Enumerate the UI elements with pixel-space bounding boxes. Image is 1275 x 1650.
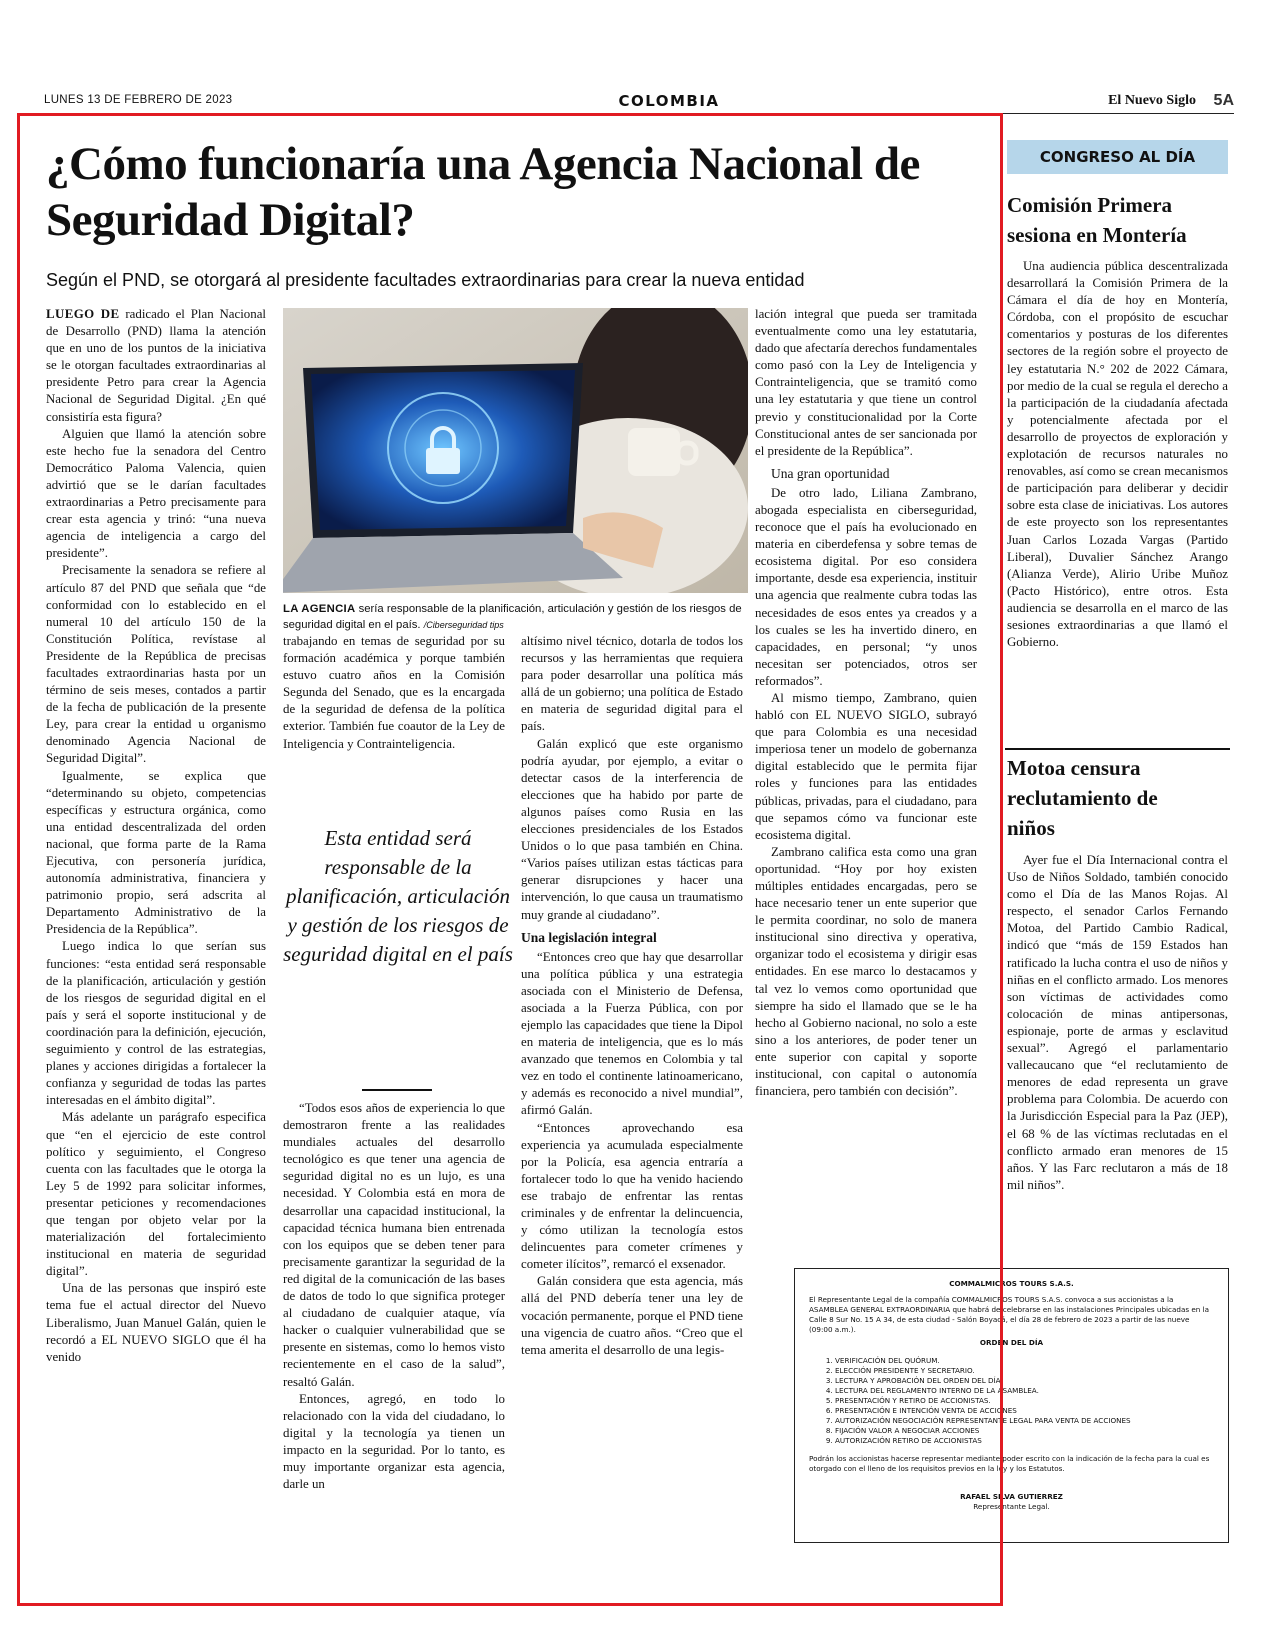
- list-item: 1. VERIFICACIÓN DEL QUÓRUM.: [835, 1356, 1214, 1366]
- notice-signer-role: Representante Legal.: [973, 1502, 1050, 1511]
- paragraph: “Entonces creo que hay que desarrollar una política pública y una estrategia asociada con el Ministerio de Defensa, asociada a la Fuerza Pública, con por ejemplo las capacidades que tiene la Dipol en materia de inteligencia, que es lo más avanzado que tenemos en Colombia y tal vez en todo el continente latinoamericano, y además es reconocido a nivel mundial”, afirmó Galán.: [521, 949, 743, 1118]
- notice-company: COMMALMICROS TOURS S.A.S.: [949, 1279, 1074, 1288]
- sidebar-story2-body: [1007, 852, 1228, 1194]
- notice-note: Podrán los accionistas hacerse representar mediante poder escrito con la indicación de la fecha para la cual es otorgado con el lleno de los requisitos previos en la ley y los Estatutos.: [809, 1454, 1210, 1473]
- paragraph: Más adelante un parágrafo especifica que “en el ejercicio de este control político y seguimiento, el Congreso cuenta con las facultades que le otorga la Ley 5 de 1992 para solicitar informes, presentar peticiones y recomendaciones que tengan por objeto velar por la materialización del fortalecimiento institucional en materia de seguridad digital”.: [46, 1110, 266, 1279]
- congreso-badge: CONGRESO AL DÍA: [1007, 140, 1228, 174]
- paragraph: Zambrano califica esta como una gran oportunidad. “Hoy por hoy existen múltiples entidades encargadas, pero se hace necesario tener un ente superior que le permita coordinar, no solo de manera institucional sino directiva y operativa, organizar todo el ecosistema y dirigir esas entidades. En ese marco lo destacamos y tal vez lo vemos como oportunidad que siempre ha sido el llamado que se le ha hecho al Gobierno nacional, no solo a este sino a los anteriores, de poder tener un ente superior con capital y soporte institucional, con capital o autonomía financiera, pero también con decisión”.: [755, 844, 977, 1099]
- notice-signer: RAFAEL SILVA GUTIERREZ: [960, 1492, 1063, 1501]
- article-column-2b: [283, 1100, 505, 1493]
- paragraph: Una audiencia pública descentralizada desarrollará la Comisión Primera de la Cámara el día de hoy en Montería, Córdoba, con el propósito de escuchar comentarios y posturas de los diferentes sectores de la región sobre el proyecto de ley estatutaria N.° 202 de 2022 Cámara, por medio de la cual se regula el derecho a la participación de la ciudadanía afectada y potencialmente afectada por el desarrollo de proyectos de exploración y explotación de recursos naturales no renovables, así como se crean mecanismos de participación para deliberar y decidir sobre esta clase de iniciativas. Los autores de este proyecto son los representantes Juan Carlos Lozada Vargas (Partido Liberal), Duvalier Sánchez Arango (Alianza Verde), Alirio Uribe Muñoz (Pacto Histórico), entre otros. Esta audiencia se desarrolla en el marco de las sesiones extraordinarias a que llamó el Gobierno.: [1007, 259, 1228, 650]
- legal-notice: [794, 1268, 1229, 1543]
- paragraph: Entonces, agregó, en todo lo relacionado con la vida del ciudadano, lo digital y la tecnología ya tienen un impacto en la seguridad. Por lo tanto, es muy importante organizar esta agencia, darle un: [283, 1391, 505, 1492]
- issue-date: LUNES 13 DE FEBRERO DE 2023: [44, 94, 233, 106]
- sidebar-story1-body: [1007, 258, 1228, 651]
- paragraph: Luego indica lo que serían sus funciones: “esta entidad será responsable de la planificación, articulación y gestión de los riesgos de seguridad digital en el país y será el soporte institucional y de coordinación para la definición, ejecución, seguimiento y control de las estrategias, planes y acciones dirigidas a fortalecer la confianza y seguridad de todas las partes interesadas en el ámbito digital”.: [46, 939, 266, 1108]
- notice-intro: El Representante Legal de la compañía COMMALMICROS TOURS S.A.S. convoca a sus accionistas a la ASAMBLEA GENERAL EXTRAORDINARIA que habrá de celebrarse en las instalaciones Principales ubicadas en la Calle 8 Sur No. 15 A 34, de esta ciudad - Salón Boyacá, el día 28 de febrero de 2023 a partir de las nueve (09:00 a.m.).: [809, 1295, 1210, 1334]
- paragraph: De otro lado, Liliana Zambrano, abogada especialista en ciberseguridad, reconoce que el país ha evolucionado en materia en ciberdefensa y sobre temas de ecosistema digital. Por eso considera importante, desde esa experiencia, instituir una agencia que realmente cubra todas las necesidades de esos entes ya creados y a los cuales se les ha invertido dinero, en capacidades, en personal; “y unos necesitan ser potenciados, otros ser reformados”.: [755, 485, 977, 688]
- sidebar-story2-title: Motoa censura reclutamiento de niños: [1007, 756, 1158, 840]
- article-headline: ¿Cómo funcionaría una Agencia Nacional de Seguridad Digital?: [46, 138, 920, 246]
- list-item: 5. PRESENTACIÓN Y RETIRO DE ACCIONISTAS.: [835, 1396, 1214, 1406]
- paragraph: Precisamente la senadora se refiere al artículo 87 del PND que señala que “de conformidad con lo establecido en el numeral 10 del artículo 150 de la Constitución Política, revístase al Presidente de la República de precisas facultades extraordinarias hasta por un término de seis meses, contados a partir de la fecha de publicación de la presente Ley, para crear la entidad u organismo denominado Agencia Nacional de Seguridad Digital”.: [46, 563, 266, 766]
- list-item: 9. AUTORIZACIÓN RETIRO DE ACCIONISTAS: [835, 1436, 1214, 1446]
- paragraph: Una de las personas que inspiró este tema fue el actual director del Nuevo Liberalismo, Juan Manuel Galán, quien le recordó a EL NUEVO SIGLO que él ha venido: [46, 1281, 266, 1364]
- list-item: 8. FIJACIÓN VALOR A NEGOCIAR ACCIONES: [835, 1426, 1214, 1436]
- paragraph: Ayer fue el Día Internacional contra el Uso de Niños Soldado, también conocido como el Día de las Manos Rojas. Al respecto, el senador Carlos Fernando Motoa, del Partido Cambio Radical, indicó que “más de 159 Estados han ratificado la lucha contra el uso de niños y niñas en el conflicto armado. Los menores son víctimas de actividades como colocación de minas antipersonas, espionaje, porte de armas y esclavitud sexual”. Agregó el parlamentario vallecaucano que “el reclutamiento de menores de edad representa un grave problema para Colombia. De acuerdo con la Jurisdicción Especial para la Paz (JEP), el 68 % de las víctimas reclutadas en el conflicto armado eran menores de 15 años. Y las Farc reclutaron a más de 18 mil niños”.: [1007, 853, 1228, 1192]
- caption-lead: LA AGENCIA: [283, 603, 356, 615]
- notice-agenda-list: [835, 1356, 1214, 1446]
- article-photo: [283, 308, 748, 593]
- photo-credit: /Ciberseguridad tips: [423, 620, 504, 630]
- list-item: 4. LECTURA DEL REGLAMENTO INTERNO DE LA ASAMBLEA.: [835, 1386, 1214, 1396]
- list-item: 6. PRESENTACIÓN E INTENCIÓN VENTA DE ACCIONES: [835, 1406, 1214, 1416]
- paragraph: LUEGO DE radicado el Plan Nacional de Desarrollo (PND) llama la atención que en uno de los puntos de la iniciativa se le otorgan facultades extraordinarias al presidente Petro para crear la Agencia Nacional de Seguridad Digital. ¿En qué consistiría esta figura?: [46, 307, 267, 424]
- photo-caption: LA AGENCIA sería responsable de la planificación, articulación y gestión de los riesgos de seguridad digital en el país. /Ciberseguridad tips: [283, 603, 742, 631]
- sidebar-rule: [1005, 748, 1230, 750]
- masthead-rule: [44, 113, 1234, 114]
- article-subheadline: Según el PND, se otorgará al presidente facultades extraordinarias para crear la nueva entidad: [46, 270, 805, 290]
- notice-agenda-title: ORDEN DEL DÍA: [979, 1338, 1044, 1347]
- paragraph: “Todos esos años de experiencia lo que demostraron frente a las realidades mundiales actuales del desarrollo tecnológico es que tener una agencia de seguridad digital no es un lujo, es una necesidad. Y Colombia está en mora de desarrollar una capacidad institucional, la capacidad técnica humana bien entrenada con los equipos que se deben tener para precisamente garantizar la seguridad de la red digital de la comunicación de las bases de datos de todo lo que significa proteger al ciudadano de cualquier ataque, vía hacker o cualquier vulnerabilidad que se presente en sistemas, como lo hemos visto recientemente en el caso de la salud”, resaltó Galán.: [283, 1101, 505, 1389]
- paragraph: trabajando en temas de seguridad por su formación académica y porque también estuvo cuatro años en la Comisión Segunda del Senado, que es la encargada de la seguridad de defensa de la política exterior. También fue coautor de la Ley de Inteligencia y Contrainteligencia.: [283, 634, 505, 751]
- lead-words: LUEGO DE: [46, 307, 120, 321]
- pull-quote-rule: [362, 1089, 432, 1091]
- paragraph: lación integral que pueda ser tramitada eventualmente como una ley estatutaria, dado que afectaría derechos fundamentales como pasó con la Ley de Inteligencia y Contrainteligencia, que se tramitó como una ley estatutaria y que tiene un control previo y constitucionalidad por la Corte Constitucional antes de ser sancionada por el presidente de la República”.: [755, 307, 977, 458]
- paragraph: Galán considera que esta agencia, más allá del PND debería tener una ley de vocación permanente, porque el PND tiene una vigencia de cuatro años. “Creo que el tema amerita el desarrollo de una legis-: [521, 1274, 743, 1357]
- paragraph: Igualmente, se explica que “determinando su objeto, competencias específicas y estructura orgánica, como una entidad descentralizada del orden nacional, que forma parte de la Rama Ejecutiva, con personería jurídica, autonomía administrativa, financiera y patrimonio propio, será adscrita al Departamento Administrativo de la Presidencia de la República”.: [46, 768, 266, 937]
- list-item: 3. LECTURA Y APROBACIÓN DEL ORDEN DEL DÍA.: [835, 1376, 1214, 1386]
- paragraph: Alguien que llamó la atención sobre este hecho fue la senadora del Centro Democrático Paloma Valencia, quien advirtió que se le darían facultades extraordinarias a Petro precisamente para crear esta agencia y trinó: “una nueva agencia de inteligencia a cargo del presidente”.: [46, 426, 266, 561]
- paragraph: Al mismo tiempo, Zambrano, quien habló con EL NUEVO SIGLO, subrayó que para Colombia es una necesidad imperiosa tener un modelo de gobernanza digital establecido que le permita fijar roles y funciones para las entidades públicas, privadas, para el ciudadano, para que sepamos cómo va funcionar este ecosistema digital.: [755, 690, 977, 842]
- article-column-2a: [283, 633, 505, 753]
- newspaper-name: El Nuevo Siglo: [1108, 93, 1196, 108]
- paragraph: Galán explicó que este organismo podría ayudar, por ejemplo, a evitar o detectar casos de la interferencia de elecciones que ha habido por parte de algunos países como Rusia en las elecciones presidenciales de los Estados Unidos o lo que pasa también en China. “Varios países utilizan estas tácticas para generar disrupciones y hacer una intervención, lo que causa un traumatismo muy grande al ciudadano”.: [521, 736, 743, 922]
- sidebar-story1-title: Comisión Primera sesiona en Montería: [1007, 193, 1187, 247]
- section-subhead: Una legislación integral: [521, 929, 657, 945]
- section-subhead: Una gran oportunidad: [771, 465, 890, 481]
- article-column-1: [46, 306, 266, 1366]
- paragraph: altísimo nivel técnico, dotarla de todos los recursos y las herramientas que requiera para poder desarrollar una política más allá de un gobierno; una política de Estado en materia de seguridad digital para el país.: [521, 634, 743, 734]
- paragraph: “Entonces aprovechando esa experiencia ya acumulada especialmente por la Policía, esa agencia entraría a fortalecer todo lo que ha venido haciendo ese trabajo de enfrentar las rentas criminales y de enfrentar la delincuencia, y cómo utilizan la tecnología estos delincuentes para cometer crímenes y cometer ilícitos”, remarcó el exsenador.: [521, 1120, 743, 1272]
- masthead: [44, 92, 1234, 114]
- pull-quote: Esta entidad será responsable de la planificación, articulación y gestión de los riesgos de seguridad digital en el país: [283, 826, 513, 966]
- article-column-4: [755, 306, 977, 1100]
- laptop-security-image: [283, 308, 748, 593]
- page-number: 5A: [1213, 92, 1234, 109]
- section-name: COLOMBIA: [618, 92, 720, 110]
- list-item: 7. AUTORIZACIÓN NEGOCIACIÓN REPRESENTANTE LEGAL PARA VENTA DE ACCIONES: [835, 1416, 1214, 1426]
- article-column-3: [521, 633, 743, 1359]
- list-item: 2. ELECCIÓN PRESIDENTE Y SECRETARIO.: [835, 1366, 1214, 1376]
